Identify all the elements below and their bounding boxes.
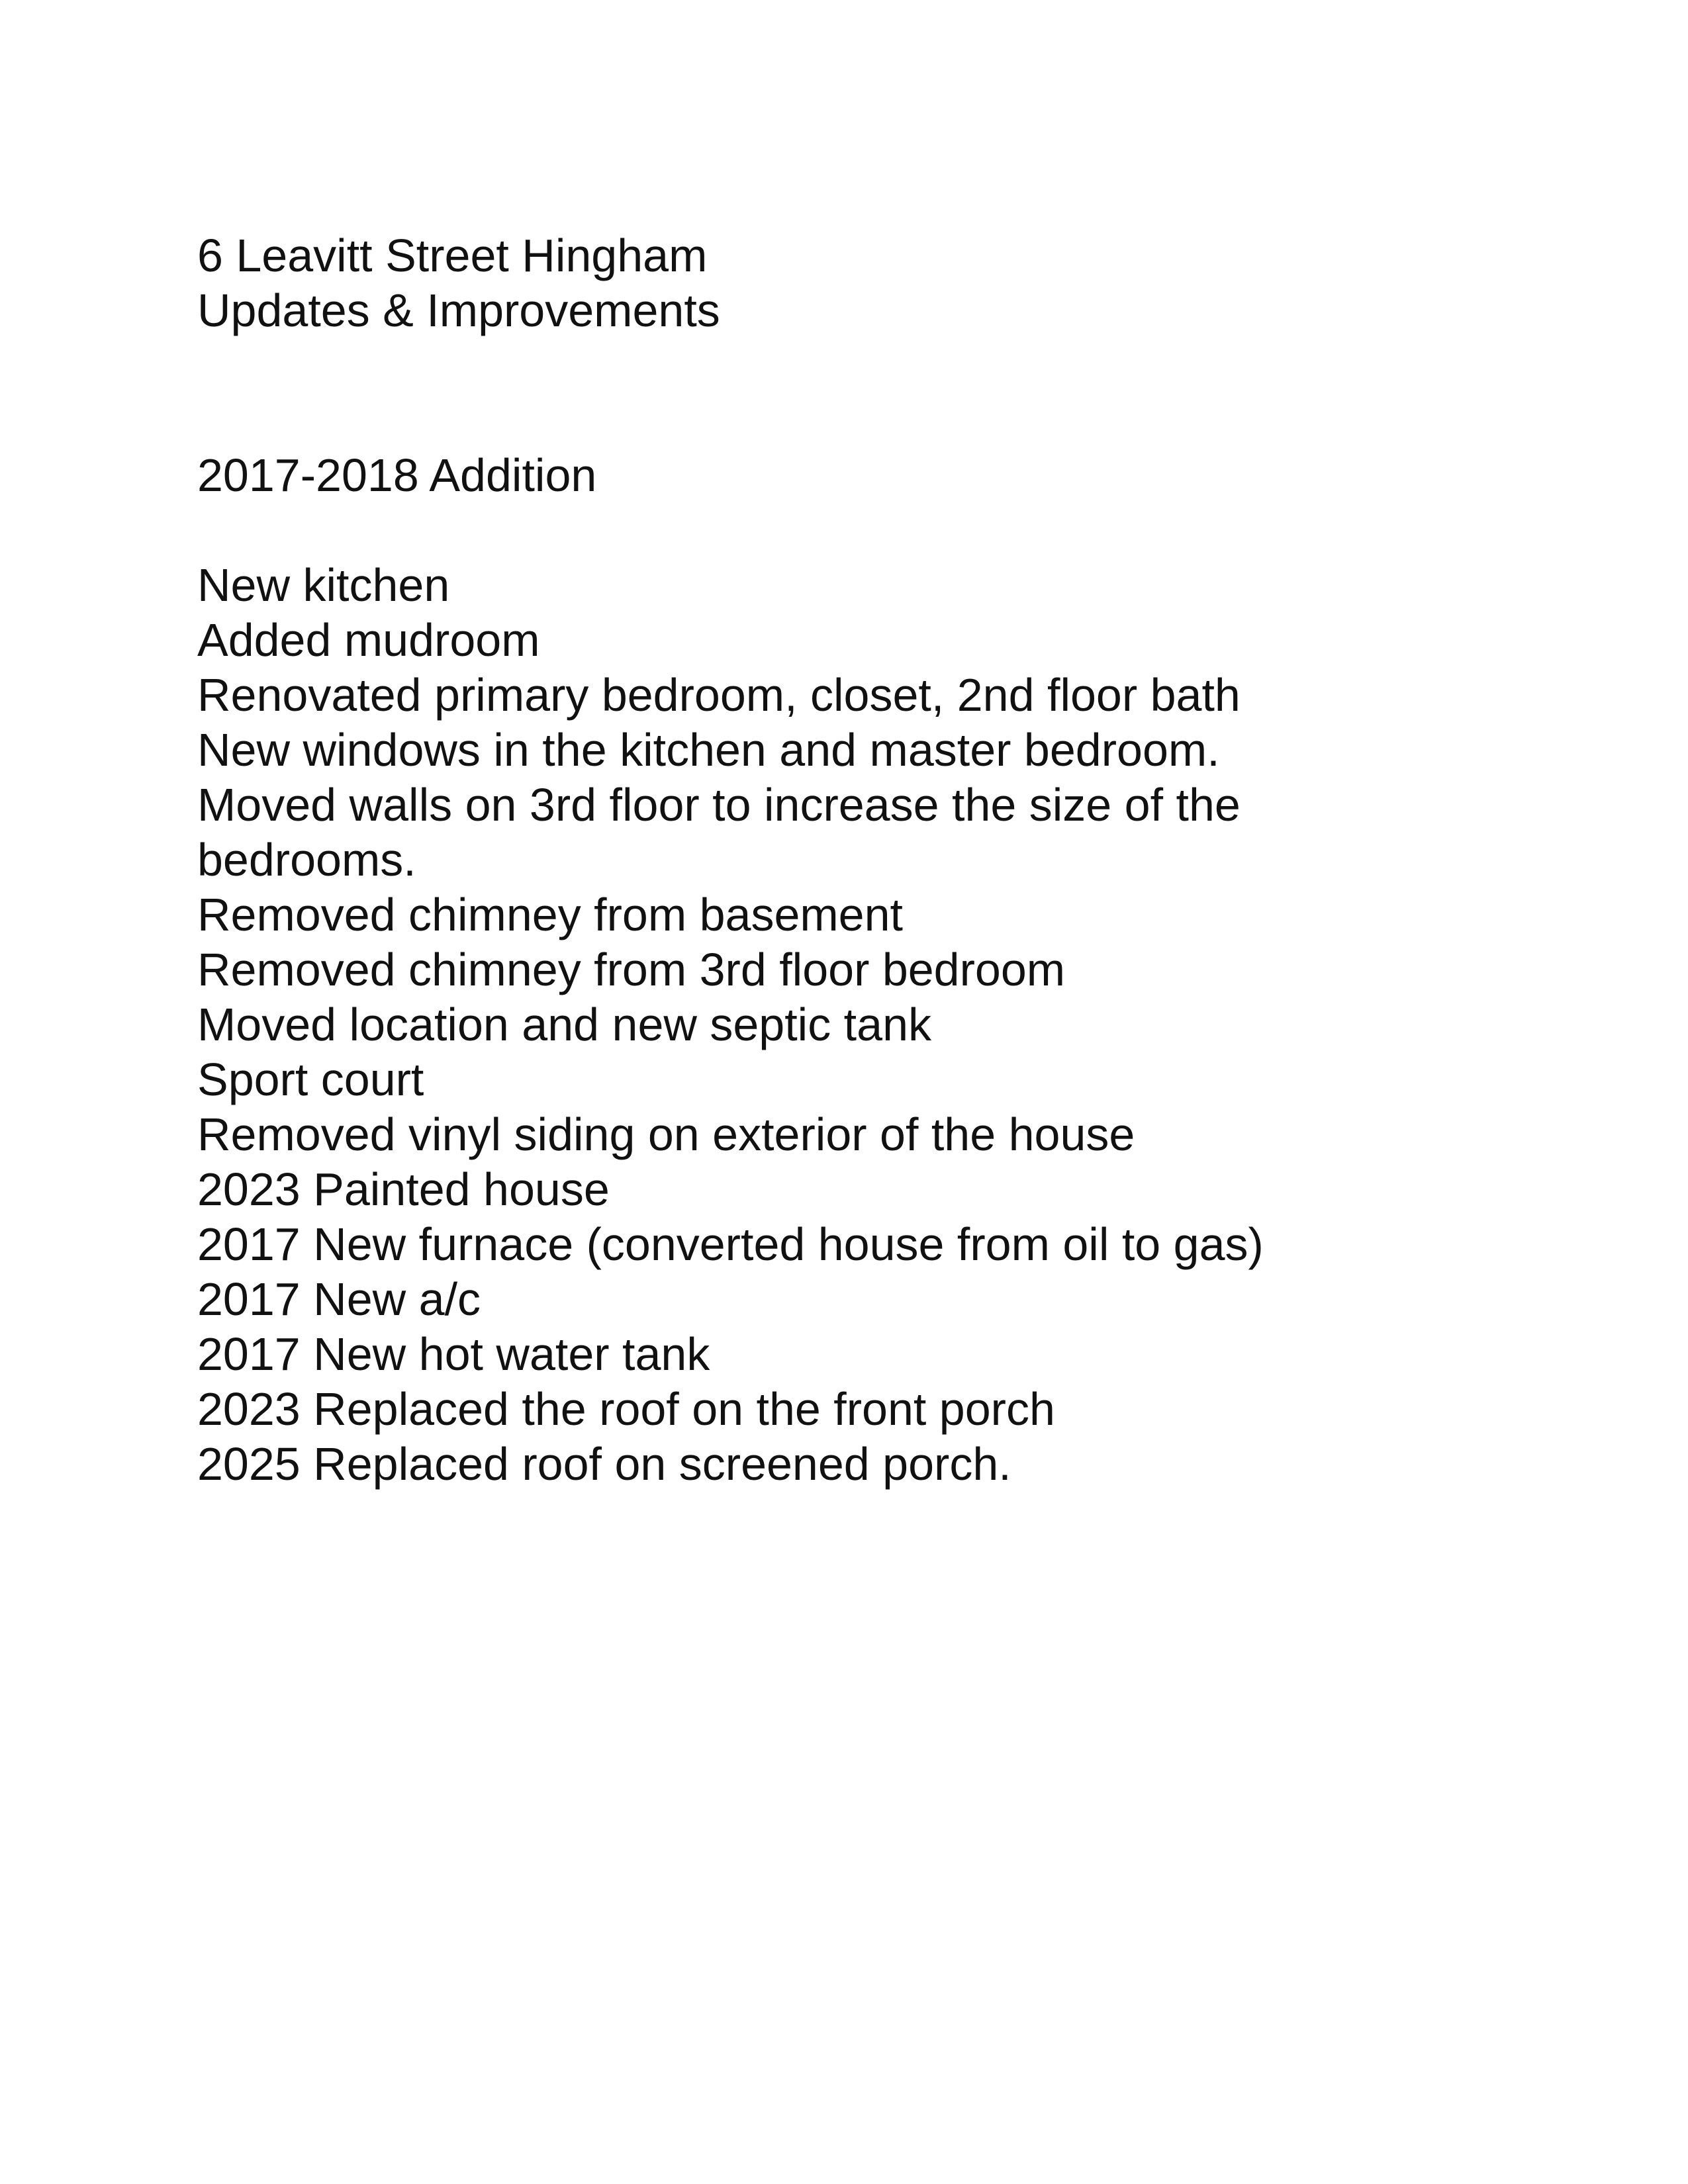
document-subtitle: Updates & Improvements	[197, 285, 720, 336]
list-item: 2017 New a/c	[197, 1273, 481, 1325]
document-body	[197, 228, 1521, 1492]
list-item: Removed chimney from basement	[197, 889, 903, 940]
list-item: Renovated primary bedroom, closet, 2nd floor bath	[197, 669, 1241, 721]
list-item: Removed chimney from 3rd floor bedroom	[197, 944, 1066, 995]
list-item: 2017 New hot water tank	[197, 1328, 710, 1380]
list-item: 2023 Painted house	[197, 1163, 610, 1215]
list-item: Moved location and new septic tank	[197, 999, 931, 1050]
list-item: Moved walls on 3rd floor to increase the size of the	[197, 779, 1241, 831]
list-item: bedrooms.	[197, 834, 416, 886]
list-item: Sport court	[197, 1054, 424, 1105]
section-heading: 2017-2018 Addition	[197, 449, 597, 501]
list-item: Removed vinyl siding on exterior of the house	[197, 1109, 1135, 1160]
list-item: 2017 New furnace (converted house from oil to gas)	[197, 1218, 1264, 1270]
list-item: 2023 Replaced the roof on the front porch	[197, 1383, 1055, 1435]
list-item: New windows in the kitchen and master bedroom.	[197, 724, 1220, 776]
spacer	[197, 503, 1521, 558]
list-item: Added mudroom	[197, 614, 540, 666]
spacer	[197, 338, 1521, 448]
document-title: 6 Leavitt Street Hingham	[197, 230, 708, 281]
list-item: New kitchen	[197, 559, 450, 611]
list-item: 2025 Replaced roof on screened porch.	[197, 1438, 1011, 1490]
